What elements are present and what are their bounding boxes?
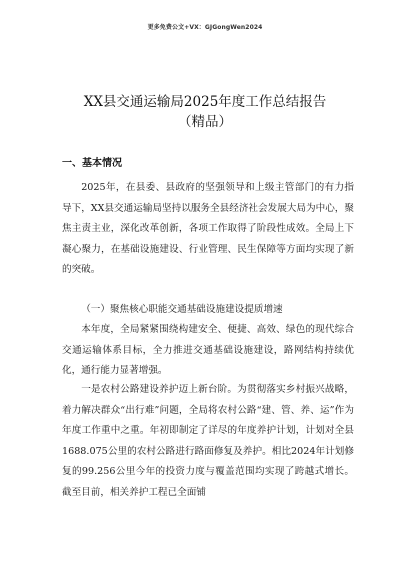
paragraph-infrastructure: 本年度，全局紧紧围绕构建安全、便捷、高效、绿色的现代综合交通运输体系目标，全力推进交通基础设施建设，路网结构持续优化，通行能力显著增强。 (62, 324, 354, 377)
paragraph-rural-roads: 一是农村公路建设养护迈上新台阶。为贯彻落实乡村振兴战略，着力解决群众“出行难”问题，全局将农村公路“建、管、养、运”作为年度工作重中之重。年初即制定了详尽的年度养护计划，计划对全县1688.075公里的农村公路进行路面修复及养护。相比2024年计划修复的99.256公里今年的投资力度与覆盖范围均实现了跨越式增长。截至目前，相关养护工程已全面铺 (62, 384, 354, 498)
paragraph-intro: 2025年，在县委、县政府的坚强领导和上级主管部门的有力指导下，XX县交通运输局坚持以服务全县经济社会发展大局为中心，聚焦主责主业，深化改革创新，各项工作取得了阶段性成效。全局上下凝心聚力，在基础设施建设、行业管理、民生保障等方面均实现了新的突破。 (62, 182, 354, 276)
document-title (40, 92, 370, 132)
section-heading-basic: 一、基本情况 (62, 158, 122, 169)
title-line-2: （精品） (178, 114, 232, 130)
subheading-infrastructure: （一）聚焦核心职能交通基础设施建设提质增速 (81, 304, 283, 315)
title-line-1: XX县交通运输局2025年度工作总结报告 (83, 94, 327, 110)
header-note: 更多免费公文+VX：GJGongWen2024 (147, 24, 263, 31)
